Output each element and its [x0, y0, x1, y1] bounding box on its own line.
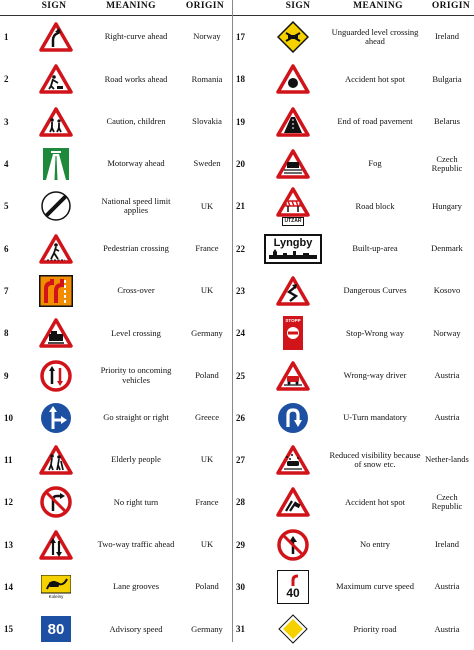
- sign-row: [0, 354, 232, 396]
- row-meaning: No right turn: [113, 496, 159, 507]
- sign-row: [234, 439, 474, 481]
- dangerous-curves-icon: [260, 276, 326, 306]
- row-origin: France: [195, 496, 219, 507]
- sign-row: [234, 524, 474, 566]
- row-meaning: Elderly people: [111, 454, 161, 465]
- row-meaning: Fog: [368, 158, 382, 169]
- wrong-way-driver-icon: [260, 361, 326, 391]
- row-meaning: Built-up-area: [352, 242, 398, 253]
- row-meaning: Cross-over: [117, 285, 155, 296]
- sign-row: [0, 16, 232, 58]
- row-meaning: Road block: [355, 200, 395, 211]
- sign-row: [234, 608, 474, 650]
- row-origin: Austria: [434, 581, 460, 592]
- row-origin: Poland: [195, 369, 219, 380]
- header-meaning-left: MEANING: [106, 1, 156, 11]
- sign-row: [0, 227, 232, 269]
- row-origin: Czech Republic: [431, 492, 463, 512]
- row-origin: Sweden: [193, 158, 221, 169]
- sign-row: [0, 270, 232, 312]
- row-number: 22: [236, 243, 245, 254]
- row-meaning: Priority to oncoming vehicles: [100, 365, 172, 385]
- row-number: 24: [236, 328, 245, 339]
- row-origin: Norway: [433, 327, 461, 338]
- sign-row: [234, 185, 474, 227]
- sign-caption: ÚTZÁR: [282, 217, 305, 226]
- row-number: 26: [236, 412, 245, 423]
- row-number: 30: [236, 582, 245, 592]
- row-meaning: Two-way traffic ahead: [97, 539, 175, 550]
- sign-caption: 80: [47, 620, 65, 638]
- row-meaning: Accident hot spot: [345, 496, 405, 507]
- left-column: [0, 16, 232, 650]
- right-column: [234, 16, 474, 650]
- row-origin: Austria: [434, 369, 460, 380]
- row-origin: Kosovo: [433, 285, 461, 296]
- row-meaning: Pedestrian crossing: [103, 242, 169, 253]
- sign-row: [0, 143, 232, 185]
- end-speed-limit-icon: [22, 190, 90, 222]
- sign-row: [234, 312, 474, 354]
- row-number: 14: [4, 582, 13, 592]
- column-divider: [232, 0, 233, 642]
- two-way-icon: [22, 530, 90, 560]
- sign-row: [234, 566, 474, 608]
- header-origin-right: ORIGIN: [431, 1, 471, 11]
- sign-row: [0, 481, 232, 523]
- stop-wrong-way-icon: [260, 316, 326, 350]
- row-origin: Germany: [191, 327, 223, 338]
- row-meaning: Wrong-way driver: [343, 369, 407, 380]
- priority-road-icon: [260, 614, 326, 644]
- row-origin: Poland: [195, 581, 219, 592]
- row-origin: Austria: [434, 623, 460, 634]
- no-right-turn-icon: [22, 486, 90, 518]
- row-origin: Nether-lands: [425, 454, 469, 465]
- row-meaning: No entry: [360, 539, 390, 550]
- row-number: 25: [236, 370, 245, 381]
- sign-row: [234, 143, 474, 185]
- row-meaning: Motorway ahead: [107, 158, 165, 169]
- row-number: 20: [236, 159, 245, 170]
- right-curve-icon: [22, 22, 90, 52]
- sign-row: [234, 16, 474, 58]
- built-up-icon: [260, 234, 326, 264]
- motorway-icon: [22, 148, 90, 180]
- row-meaning: National speed limit applies: [101, 195, 171, 216]
- row-origin: Ireland: [434, 31, 460, 42]
- sign-row: [0, 566, 232, 608]
- row-origin: UK: [200, 539, 214, 550]
- road-block-icon: [260, 187, 326, 226]
- fog-icon: [260, 149, 326, 179]
- sign-row: [0, 312, 232, 354]
- row-origin: France: [195, 242, 219, 253]
- road-works-icon: [22, 64, 90, 94]
- row-number: 19: [236, 116, 245, 127]
- row-origin: Belarus: [434, 116, 460, 127]
- row-number: 27: [236, 455, 245, 466]
- header-meaning-right: MEANING: [353, 1, 403, 11]
- row-number: 4: [4, 159, 9, 170]
- header-sign-right: SIGN: [285, 1, 311, 11]
- sign-row: [234, 481, 474, 523]
- sign-row: [0, 397, 232, 439]
- row-number: 2: [4, 74, 9, 85]
- sign-row: [234, 354, 474, 396]
- row-number: 12: [4, 497, 13, 508]
- row-number: 9: [4, 370, 9, 381]
- row-meaning: Unguarded level crossing ahead: [331, 26, 419, 47]
- row-origin: Romania: [191, 73, 223, 84]
- pedestrian-icon: [22, 234, 90, 264]
- advisory-speed-icon: [22, 616, 90, 642]
- row-origin: Hungary: [432, 200, 462, 211]
- row-meaning: Maximum curve speed: [336, 581, 414, 592]
- header-sign-left: SIGN: [41, 1, 67, 11]
- row-meaning: Accident hot spot: [345, 73, 405, 84]
- u-turn-icon: [260, 402, 326, 434]
- row-meaning: Right-curve ahead: [104, 31, 168, 42]
- row-number: 6: [4, 243, 9, 254]
- row-number: 17: [236, 32, 245, 43]
- hot-spot-dot-icon: [260, 64, 326, 94]
- row-meaning: Dangerous Curves: [343, 285, 407, 296]
- row-number: 15: [4, 624, 13, 635]
- row-meaning: U-Turn mandatory: [343, 412, 407, 423]
- row-number: 21: [236, 201, 245, 212]
- elderly-icon: [22, 445, 90, 475]
- children-icon: [22, 107, 90, 137]
- row-meaning: Stop-Wrong way: [346, 327, 404, 338]
- row-origin: Czech Republic: [431, 153, 463, 174]
- row-meaning: Reduced visibility because of snow etc.: [329, 449, 421, 470]
- row-meaning: End of road pavement: [337, 116, 413, 127]
- row-number: 7: [4, 285, 9, 296]
- row-origin: Norway: [193, 31, 221, 42]
- sign-row: [234, 397, 474, 439]
- row-meaning: Caution, children: [106, 116, 166, 127]
- row-number: 28: [236, 497, 245, 508]
- row-origin: Ireland: [434, 539, 460, 550]
- cross-over-icon: [22, 275, 90, 307]
- row-number: 3: [4, 116, 9, 127]
- row-number: 31: [236, 624, 245, 635]
- sign-row: [234, 101, 474, 143]
- lane-grooves-icon: [22, 575, 90, 599]
- row-origin: Germany: [191, 623, 223, 634]
- row-origin: Denmark: [431, 242, 463, 253]
- row-origin: UK: [200, 200, 214, 211]
- row-meaning: Level crossing: [111, 327, 161, 338]
- end-pavement-icon: [260, 107, 326, 137]
- row-origin: Austria: [434, 412, 460, 423]
- row-origin: UK: [200, 285, 214, 296]
- row-meaning: Road works ahead: [104, 73, 168, 84]
- priority-oncoming-icon: [22, 360, 90, 392]
- row-number: 10: [4, 412, 13, 423]
- sign-row: [0, 101, 232, 143]
- hot-spot-crash-icon: [260, 487, 326, 517]
- sign-caption: Lyngby: [273, 236, 313, 249]
- sign-row: [0, 58, 232, 100]
- level-crossing-icon: [22, 318, 90, 348]
- row-number: 13: [4, 539, 13, 550]
- row-origin: Slovakia: [192, 116, 222, 127]
- sign-row: [234, 270, 474, 312]
- sign-caption: STOPP: [285, 318, 301, 324]
- sign-row: [0, 439, 232, 481]
- row-number: 29: [236, 539, 245, 550]
- row-origin: Greece: [194, 412, 220, 423]
- row-origin: Bulgaria: [432, 73, 462, 84]
- sign-row: [0, 608, 232, 650]
- sign-row: [0, 185, 232, 227]
- straight-right-icon: [22, 402, 90, 434]
- sign-caption: 40: [286, 586, 300, 600]
- row-meaning: Priority road: [353, 623, 397, 634]
- unguarded-crossing-icon: [260, 21, 326, 53]
- row-origin: UK: [200, 454, 214, 465]
- header-origin-left: ORIGIN: [185, 1, 225, 11]
- row-number: 5: [4, 201, 9, 212]
- no-entry-icon: [260, 529, 326, 561]
- max-curve-speed-icon: [260, 570, 326, 604]
- row-meaning: Advisory speed: [109, 623, 163, 634]
- row-number: 8: [4, 328, 9, 339]
- sign-row: [0, 524, 232, 566]
- row-number: 11: [4, 455, 13, 466]
- sign-row: [234, 227, 474, 269]
- sign-caption: Koleiny: [48, 594, 64, 599]
- row-number: 1: [4, 32, 9, 43]
- row-meaning: Lane grooves: [112, 581, 160, 592]
- row-meaning: Go straight or right: [103, 412, 169, 423]
- row-number: 23: [236, 285, 245, 296]
- sign-row: [234, 58, 474, 100]
- snow-visibility-icon: [260, 445, 326, 475]
- row-number: 18: [236, 74, 245, 85]
